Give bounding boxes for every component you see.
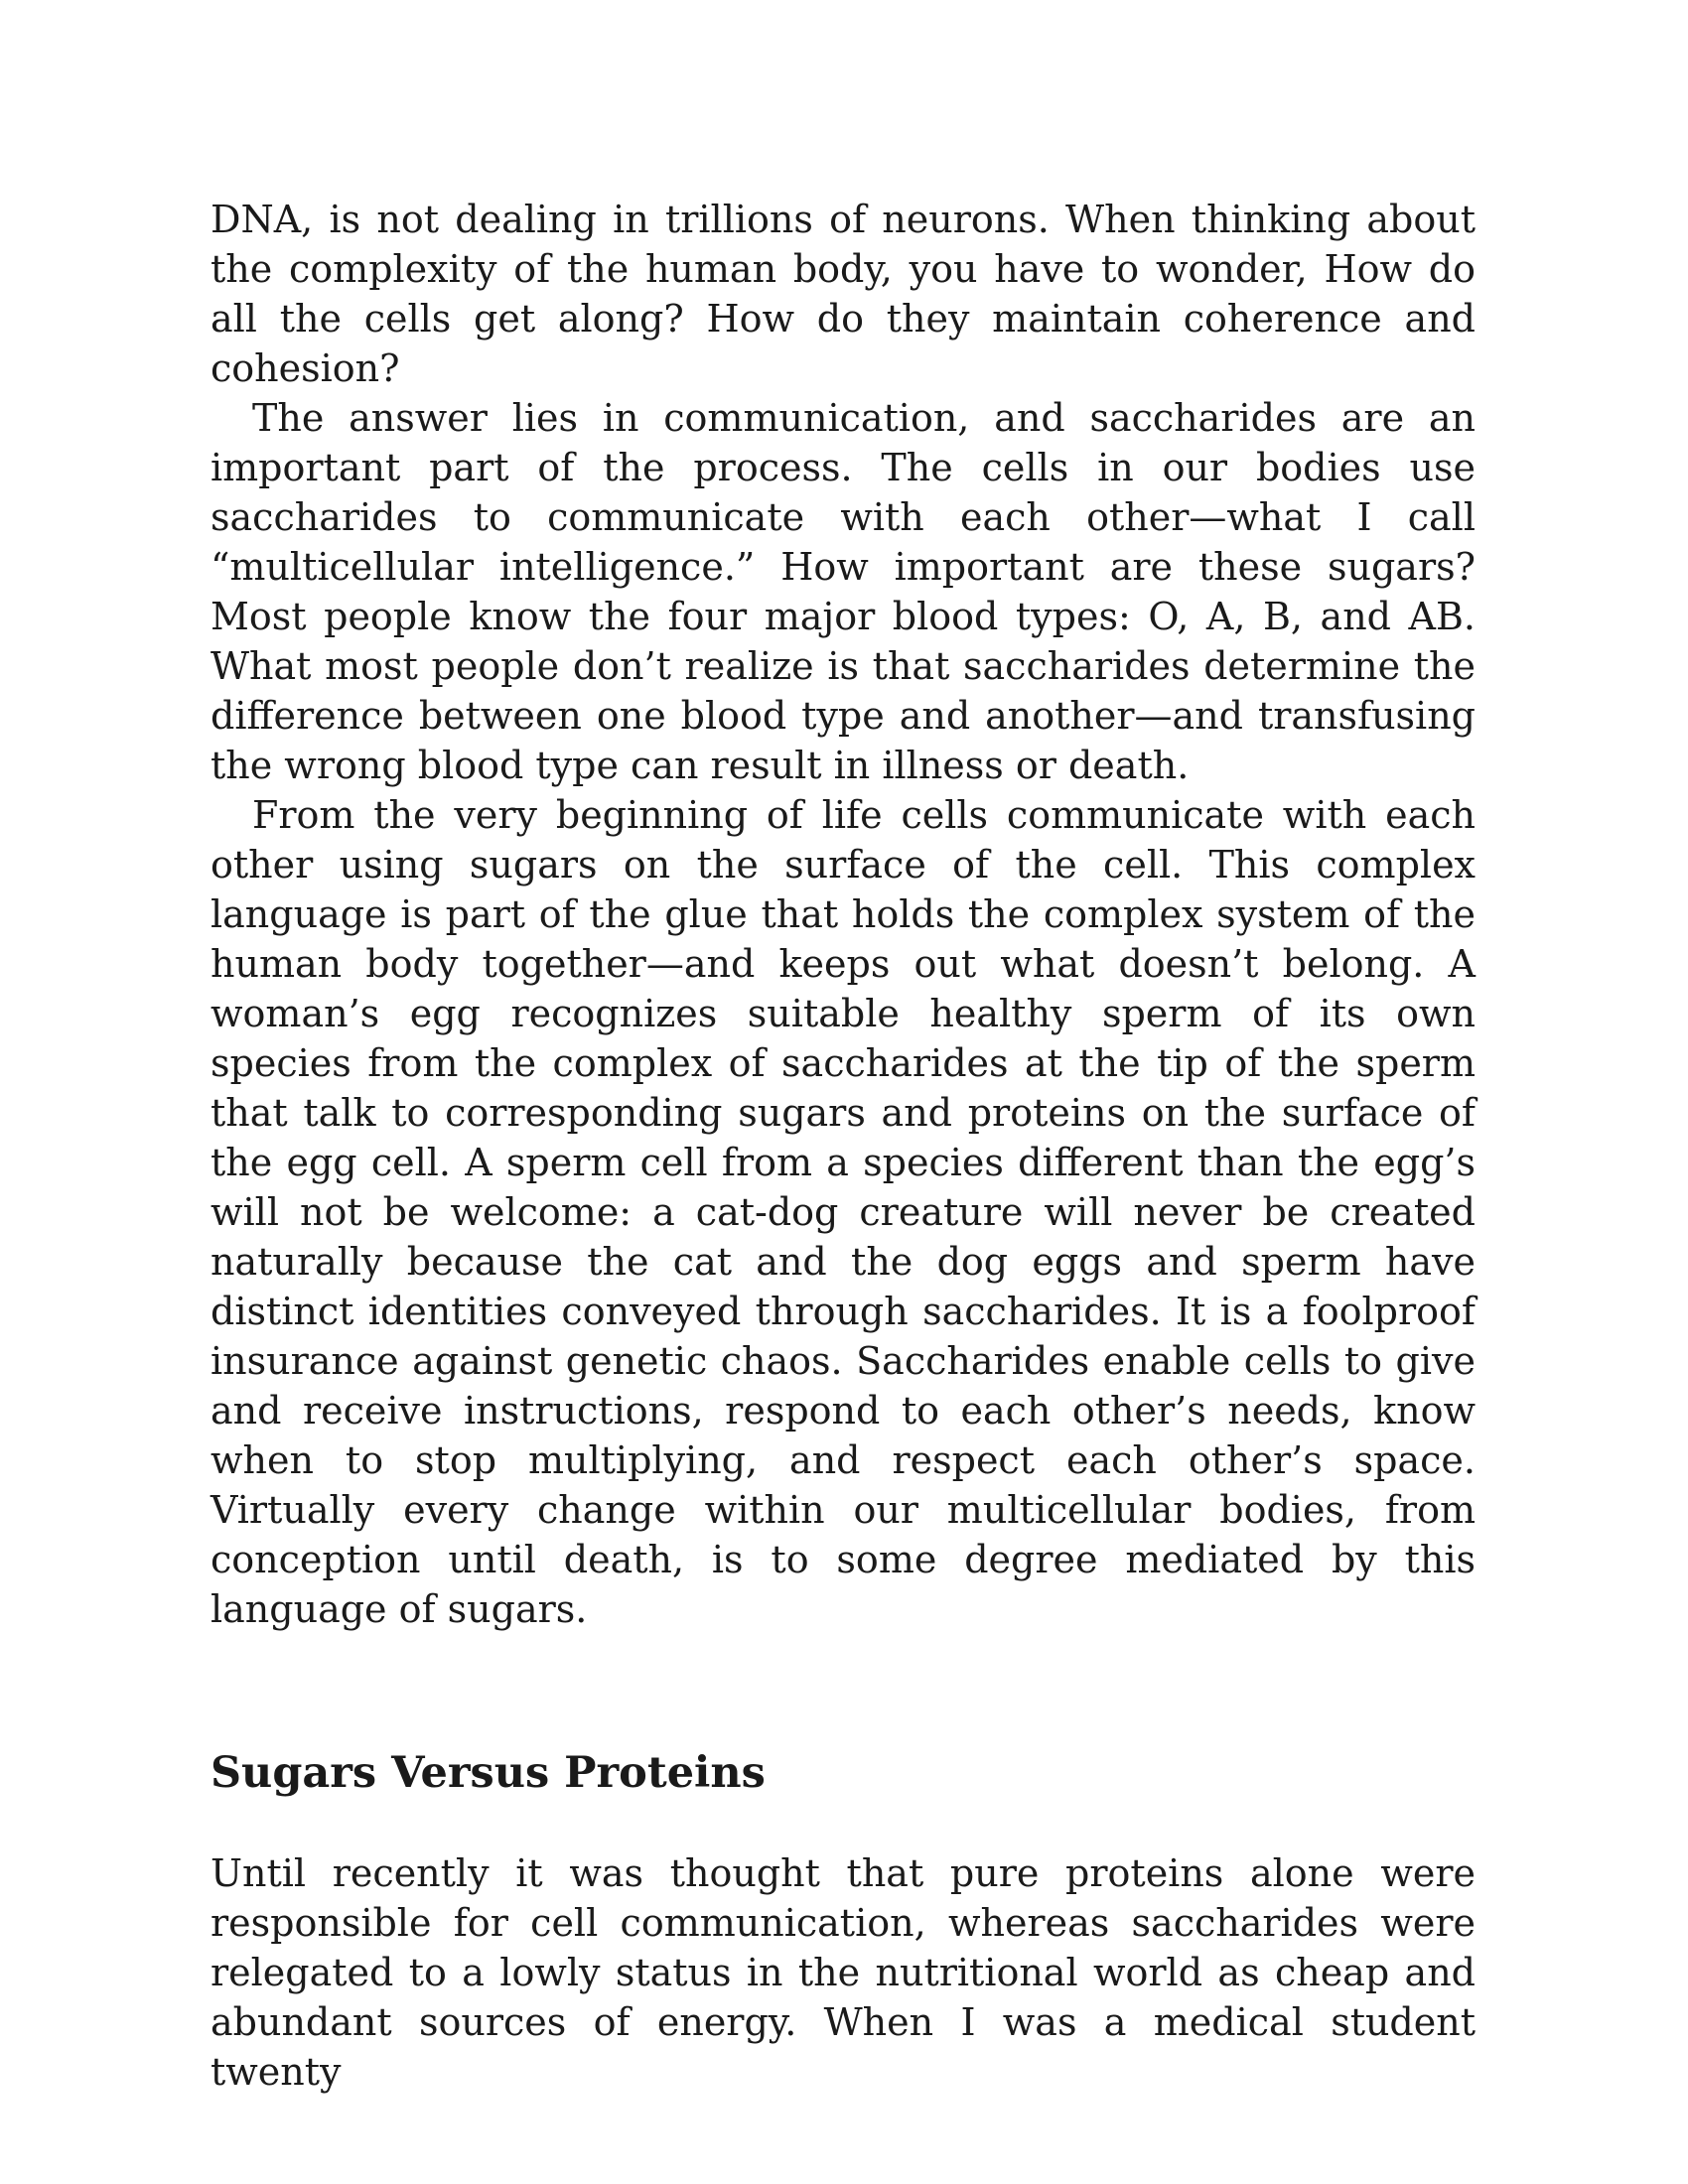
paragraph-dna: DNA, is not dealing in trillions of neurons. When thinking about the complexity of the human body, you have to wonder, How do all the cells get along? How do they maintain coherence and cohesion?	[211, 198, 1476, 390]
paragraph-communication: The answer lies in communication, and saccharides are an important part of the process. The cells in our bodies use saccharides to communicate with each other—what I call “multicellular intelligence.” How important are these sugars? Most people know the four major blood types: O, A, B, and AB. What most people don’t realize is that saccharides determine the difference between one blood type and another—and transfusing the wrong blood type can result in illness or death.	[211, 396, 1476, 787]
section-heading: Sugars Versus Proteins	[211, 1748, 766, 1798]
paragraph-until-recently: Until recently it was thought that pure proteins alone were responsible for cell communication, whereas saccharides were relegated to a lowly status in the nutritional world as cheap and abundant sources of energy. When I was a medical student twenty	[211, 1851, 1476, 2094]
paragraph-beginning-of-life: From the very beginning of life cells communicate with each other using sugars on the surface of the cell. This complex language is part of the glue that holds the complex system of the human body together—and keeps out what doesn’t belong. A woman’s egg recognizes suitable healthy sperm of its own species from the complex of saccharides at the tip of the sperm that talk to corresponding sugars and proteins on the surface of the egg cell. A sperm cell from a species different than the egg’s will not be welcome: a cat-dog creature will never be created naturally because the cat and the dog eggs and sperm have distinct identities conveyed through saccharides. It is a foolproof insurance against genetic chaos. Saccharides enable cells to give and receive instructions, respond to each other’s needs, know when to stop multiplying, and respect each other’s space. Virtually every change within our multicellular bodies, from conception until death, is to some degree mediated by this language of sugars.	[211, 793, 1476, 1631]
document-page	[211, 195, 1476, 2097]
